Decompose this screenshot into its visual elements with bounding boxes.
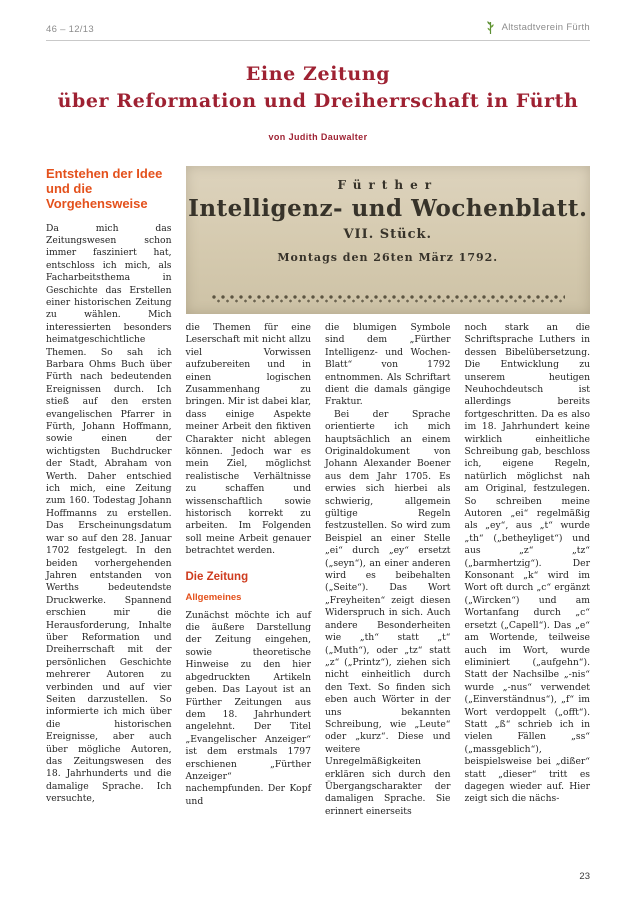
masthead-town: Fürther <box>337 177 439 192</box>
article-title-line1: Eine Zeitung <box>245 63 391 85</box>
text-column-4 <box>465 322 591 818</box>
page-number: 23 <box>579 871 590 882</box>
article-title <box>46 61 590 115</box>
brand-name: Altstadtverein Fürth <box>501 22 590 33</box>
paragraph: noch stark an die Schriftsprache Luthers in dessen Bibelübersetzung. Die Entwicklung zu unserem heutigen Neuhochdeutsch ist allerdings bereits fortgeschritten. Da es also im 18. Jahrhundert keine wirklich einheitliche Schreibung gab, beschloss ich, eigene Regeln, natürlich möglichst nah am Original, festzulegen. So schreiben meine Autoren „ei“ regelmäßig als „ey“, aus „t“ wurde „th“ („betheyliget“) und aus „z“ „tz“ („barmhertzig“). Der Konsonant „k“ wird im Wort oft durch „c“ ergänzt („Wircken“) und am Wortanfang durch „c“ ersetzt („Capell“). Das „e“ am Wortende, teilweise auch im Wort, wurde eliminiert („aufgehn“). Statt der Nachsilbe „-nis“ wurde „-nus“ verwendet („Einverständnus“), „f“ im Wort verdoppelt („offt“). Statt „ß“ schrieb ich in vielen Fällen „ss“ („massgeblich“), beispielsweise bei „dißer“ statt „dieser“ tritt es dagegen wieder auf. Hier zeigt sich die nächs- <box>464 321 590 805</box>
paragraph: die blumigen Symbole sind dem „Fürther Intelligenz- und Wochen-Blatt“ von 1792 entnommen. Als Schriftart dient die damals gängige Fraktur. <box>325 321 451 408</box>
byline: von Judith Dauwalter <box>268 131 368 142</box>
paragraph: die Themen für eine Leserschaft mit nicht allzu viel Vorwissen aufzubereiten und in einen logischen Zusammenhang zu bringen. Mir ist dabei klar, dass einige Aspekte meiner Arbeit den fiktiven Charakter nicht ablegen können. Jedoch war es mein Ziel, möglichst realistische Verhältnisse zu schaffen und wissenschaftlich sowie historisch korrekt zu arbeiten. Im Folgenden soll meine Arbeit genauer betrachtet werden. <box>185 321 311 557</box>
subsection-heading-allgemeines: Allgemeines <box>185 591 242 603</box>
sprig-icon <box>484 20 497 35</box>
masthead-issue: VII. Stück. <box>343 226 433 242</box>
paragraph: Da mich das Zeitungswesen schon immer fasziniert hat, entschloss ich mich, als Facharbeitsthema in Geschichte das Erstellen einer historischen Zeitung zu wählen. Mich interessierten besonders heimatgeschichtliche Themen. So sah ich Barbara Ohms Buch über Fürth nach bedeutenden Ereignissen durch. Ich stieß auf den ersten evangelischen Pfarrer in Fürth, Johann Hoffmann, sowie einen der wichtigsten Buchdrucker der Stadt, Abraham von Werth. Daher entschied ich mich, eine Zeitung zum 160. Todestag Johann Hoffmanns zu erstellen. Das Erscheinungsdatum war so auf den 28. Januar 1702 festgelegt. In den beiden vorhergehenden Jahren entstanden von Werths bedeutendste Druckwerke. Spannend erschien mir die Herausforderung, Inhalte über Reformation und Dreiherrschaft mit der persönlichen Geschichte mehrerer Autoren zu verbinden und auf vier Seiten darzustellen. So informierte ich mich über die historischen Ereignisse, aber auch über mögliche Autoren, das Zeitungswesen des 18. Jahrhunderts und die damalige Sprache. Ich versuchte, <box>46 222 172 805</box>
section-heading-idea: Entstehen der Idee und die Vorgehensweise <box>46 165 163 212</box>
issue-number: 46 – 12/13 <box>46 24 94 35</box>
text-column-2 <box>186 322 312 818</box>
printers-ornament-row <box>211 294 565 305</box>
paragraph: Zunächst möchte ich auf die äußere Darstellung der Zeitung eingehen, sowie theoretische Hinweise zu den hier abgedruckten Artikeln geben. Das Layout ist an Fürther Zeitungen aus dem 18. Jahrhundert angelehnt. Der Titel „Evangelischer Anzeiger“ ist dem erstmals 1797 erschienen „Fürther Anzeiger“ nachempfunden. Der Kopf und <box>185 609 311 807</box>
masthead-title: Intelligenz- und Wochenblatt. <box>188 194 588 222</box>
article-title-line2: über Reformation und Dreiherrschaft in Fürth <box>57 89 579 112</box>
page-header <box>46 20 590 41</box>
historic-newspaper-image <box>186 166 591 314</box>
paragraph: Bei der Sprache orientierte ich mich hauptsächlich an einem Originaldokument von Johann Alexander Boener aus dem Jahr 1705. Es erwies sich hierbei als schwierig, allgemein gültige Regeln festzustellen. So wird zum Beispiel an einer Stelle „ei“ durch „ey“ ersetzt („seyn“), an einer anderen wird es beibehalten („Seite“). Das Wort „Freyheiten“ zeigt diesen Widerspruch in sich. Auch andere Besonderheiten wie „th“ statt „t“ („Muth“), oder „tz“ statt „z“ („Printz“), ziehen sich nicht einheitlich durch den Text. So finden sich eben auch Wörter in der uns bekannten Schreibung, wie „Leute“ oder „kurz“. Diese und weitere Unregelmäßigkeiten erklären sich durch den Übergangscharakter der damaligen Sprache. Sie erinnert einerseits <box>325 408 451 817</box>
section-heading-die-zeitung: Die Zeitung <box>185 570 249 583</box>
text-column-3 <box>325 322 451 818</box>
brand-mark <box>484 20 590 35</box>
masthead-date: Montags den 26ten März 1792. <box>277 250 499 264</box>
text-column-1 <box>46 166 172 818</box>
article-body <box>46 166 590 818</box>
